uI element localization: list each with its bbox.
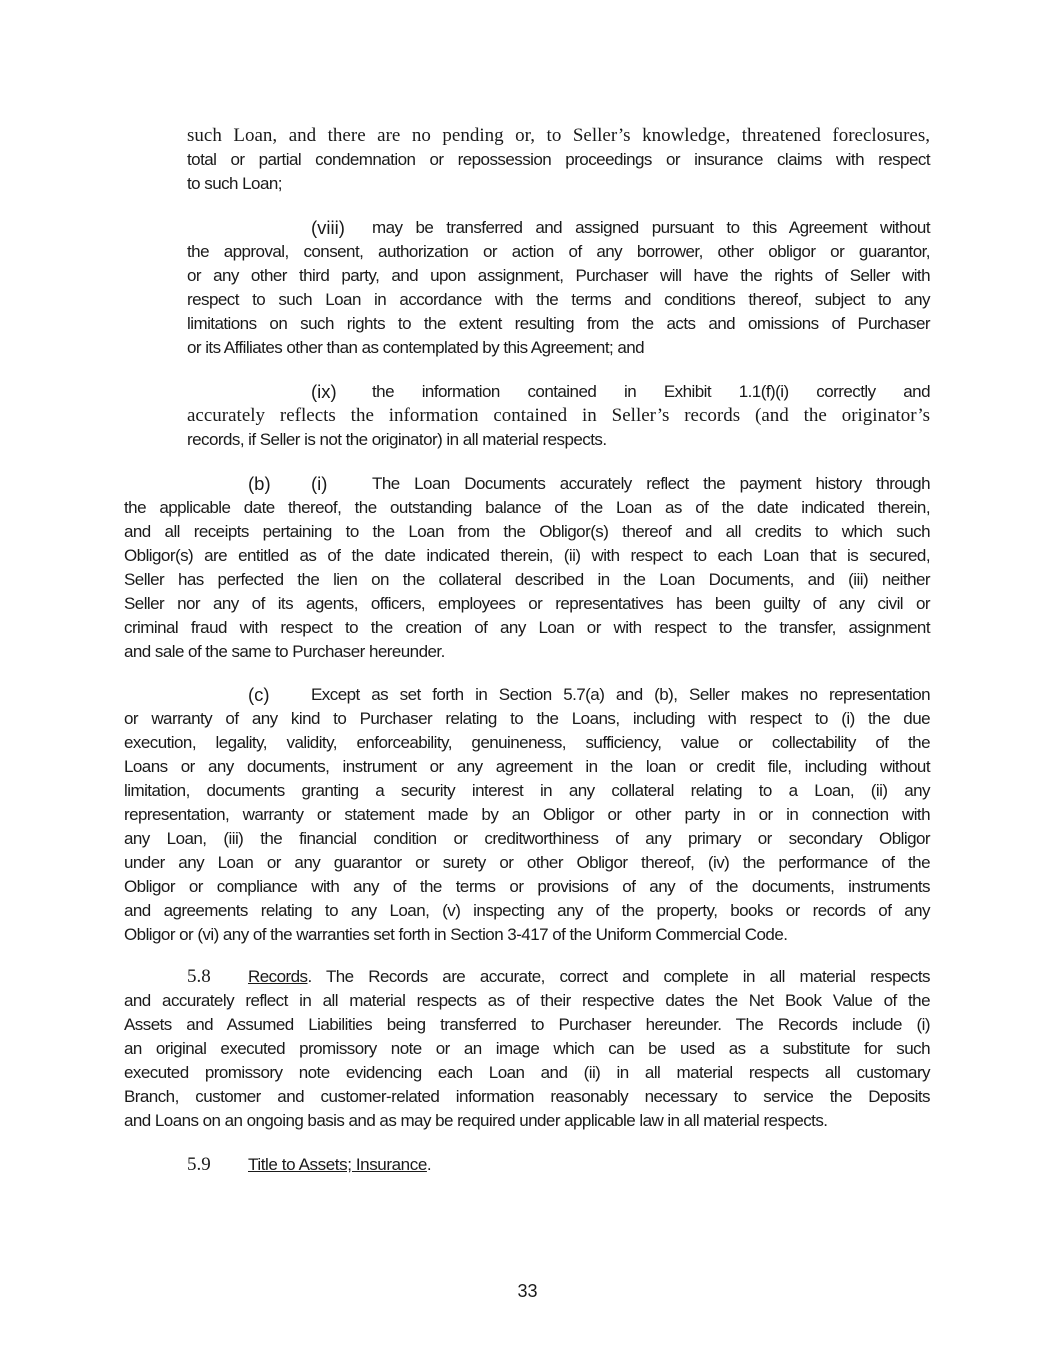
- paragraph-label: (c): [248, 684, 270, 705]
- section-first-line: [124, 965, 930, 989]
- text-line: Branch, customer and customer-related information reasonably necessary to service the Deposits: [124, 1087, 930, 1106]
- section-heading: Records: [248, 967, 308, 986]
- section-heading-period: .: [426, 1155, 432, 1174]
- text-line: or warranty of any kind to Purchaser relating to the Loans, including with respect to (i) the due: [124, 709, 930, 728]
- text-line: accurately reflects the information contained in Seller’s records (and the originator’s: [187, 405, 930, 426]
- paragraph-sublabel: (i): [311, 473, 328, 494]
- text-line: and sale of the same to Purchaser hereunder.: [124, 642, 445, 661]
- text-line: Obligor or (vi) any of the warranties set forth in Section 3-417 of the Uniform Commercial Code.: [124, 925, 788, 944]
- paragraph-vii-continuation: [187, 124, 930, 196]
- section-heading: Title to Assets; Insurance: [248, 1155, 427, 1174]
- text-line: and all receipts pertaining to the Loan from the Obligor(s) thereof and all credits to which such: [124, 522, 930, 541]
- paragraph-label: (viii): [311, 217, 345, 238]
- page-number: 33: [517, 1281, 538, 1301]
- section-number: 5.9: [187, 1154, 211, 1175]
- text-line: The Loan Documents accurately reflect the payment history through: [372, 474, 930, 493]
- paragraph-ix: [187, 380, 930, 452]
- text-line: such Loan, and there are no pending or, to Seller’s knowledge, threatened foreclosures,: [187, 125, 930, 146]
- text-line: total or partial condemnation or repossession proceedings or insurance claims with respect: [187, 150, 930, 169]
- paragraph-first-line: [124, 683, 930, 707]
- text-line: execution, legality, validity, enforceability, genuineness, sufficiency, value or collectability of the: [124, 733, 930, 752]
- text-line: and accurately reflect in all material respects as of their respective dates the Net Book Value of the: [124, 991, 930, 1010]
- section-heading-line: [248, 1153, 431, 1177]
- text-line: or any other third party, and upon assignment, Purchaser will have the rights of Seller with: [187, 266, 930, 285]
- text-line: the approval, consent, authorization or action of any borrower, other obligor or guarantor,: [187, 242, 930, 261]
- text-line: representation, warranty or statement made by an Obligor or other party in or in connection with: [124, 805, 930, 824]
- paragraph-first-line: [187, 216, 930, 240]
- text-line: or its Affiliates other than as contemplated by this Agreement; and: [187, 338, 645, 357]
- text-line: the applicable date thereof, the outstanding balance of the Loan as of the date indicated therein,: [124, 498, 930, 517]
- paragraph-label: (ix): [311, 381, 337, 402]
- text-line: the information contained in Exhibit 1.1(f)(i) correctly and: [372, 382, 930, 401]
- text-line: under any Loan or any guarantor or surety or other Obligor thereof, (iv) the performance of the: [124, 853, 930, 872]
- text-line: and Loans on an ongoing basis and as may be required under applicable law in all material respects.: [124, 1111, 828, 1130]
- text-line: any Loan, (iii) the financial condition or creditworthiness of any primary or secondary Obligor: [124, 829, 930, 848]
- text-line: Obligor(s) are entitled as of the date indicated therein, (ii) with respect to each Loan that is secured,: [124, 546, 930, 565]
- text-line: limitations on such rights to the extent resulting from the acts and omissions of Purchaser: [187, 314, 930, 333]
- paragraph-first-line: [187, 380, 930, 404]
- text-line: and agreements relating to any Loan, (v) inspecting any of the property, books or records of any: [124, 901, 930, 920]
- section-number: 5.8: [187, 966, 211, 987]
- text-line: limitation, documents granting a security interest in any collateral relating to a Loan, (ii) any: [124, 781, 930, 800]
- text-line: Seller has perfected the lien on the collateral described in the Loan Documents, and (iii) neither: [124, 570, 930, 589]
- paragraph-label: (b): [248, 473, 271, 494]
- text-line: [248, 965, 930, 989]
- text-line: to such Loan;: [187, 174, 282, 193]
- text-line: respect to such Loan in accordance with the terms and conditions thereof, subject to any: [187, 290, 930, 309]
- text-line: executed promissory note evidencing each Loan and (ii) in all material respects all customary: [124, 1063, 930, 1082]
- text-line: Except as set forth in Section 5.7(a) and (b), Seller makes no representation: [311, 685, 930, 704]
- text-line: may be transferred and assigned pursuant to this Agreement without: [372, 218, 930, 237]
- text-line: Seller nor any of its agents, officers, employees or representatives has been guilty of any civil or: [124, 594, 930, 613]
- text-line: Assets and Assumed Liabilities being transferred to Purchaser hereunder. The Records include (i): [124, 1015, 930, 1034]
- section-text: . The Records are accurate, correct and complete in all material respects: [307, 967, 930, 986]
- paragraph-first-line: [124, 472, 930, 496]
- text-line: Loans or any documents, instrument or any agreement in the loan or credit file, including without: [124, 757, 930, 776]
- section-5-9-heading: [124, 1153, 930, 1177]
- paragraph-viii: [187, 216, 930, 360]
- text-line: criminal fraud with respect to the creation of any Loan or with respect to the transfer, assignment: [124, 618, 930, 637]
- section-5-8-records: [124, 965, 930, 1133]
- text-line: records, if Seller is not the originator) in all material respects.: [187, 430, 607, 449]
- paragraph-c: [124, 683, 930, 947]
- text-line: an original executed promissory note or an image which can be used as a substitute for such: [124, 1039, 930, 1058]
- text-line: Obligor or compliance with any of the terms or provisions of any of the documents, instruments: [124, 877, 930, 896]
- paragraph-b: [124, 472, 930, 664]
